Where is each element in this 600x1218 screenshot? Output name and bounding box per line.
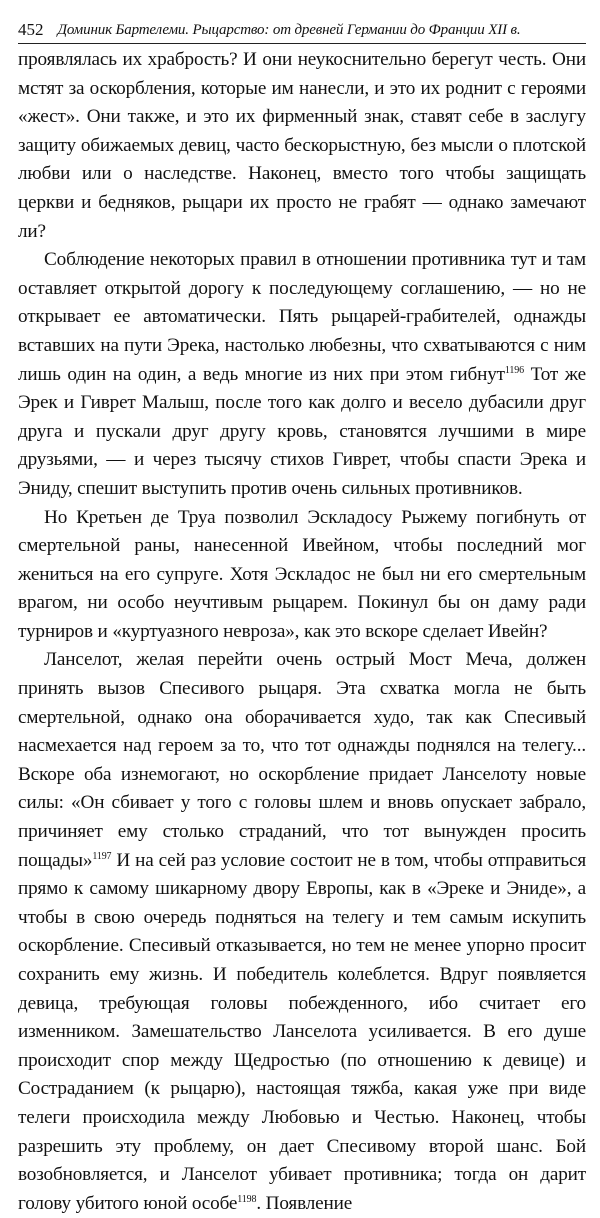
body-text	[18, 46, 586, 1218]
paragraph-text: . Появление	[256, 1192, 353, 1214]
running-title: Доминик Бартелеми. Рыцарство: от древней Германии до Франции XII в.	[57, 22, 521, 38]
paragraph-text: Соблюдение некоторых правил в отношении противника тут и там оставляет открытой дорогу к последующему соглашению, — но не открывает ее автоматически. Пять рыцарей-грабителей, однажды вставших на пути Эрека, настолько любезны, что схватываются с ним лишь один на один, а ведь многие из них при этом гибнут	[18, 249, 586, 385]
page-number: 452	[18, 20, 44, 39]
paragraph-text: Тот же Эрек и Гиврет Малыш, после того как долго и весело дубасили друг друга и пускали друг другу кровь, становятся лучшими в мире друзьями, — и через тысячу стихов Гиврет, чтобы спасти Эрека и Эниду, спешит выступить против очень сильных противников.	[18, 363, 586, 499]
paragraph-text: Ланселот, желая перейти очень острый Мост Меча, должен принять вызов Спесивого рыцаря. Эта схватка могла не быть смертельной, однако она оборачивается худо, так как Спесивый насмехается над героем за то, что тот однажды поднялся на телегу... Вскоре оба изнемогают, но оскорбление придает Ланселоту новые силы: «Он сбивает у того с головы шлем и вновь опускает забрало, причиняет ему столько страданий, что тот вынужден просить пощады»	[18, 649, 586, 871]
paragraph	[18, 646, 586, 1218]
paragraph	[18, 246, 586, 503]
paragraph	[18, 46, 586, 246]
footnote-marker: 1197	[92, 850, 112, 862]
paragraph	[18, 504, 586, 647]
paragraph-text: И на сей раз условие состоит не в том, чтобы отправиться прямо к самому шикарному двору Европы, как в «Эреке и Эниде», а чтобы в свою очередь подняться на телегу и тем самым искупить оскорбление. Спесивый отказывается, но тем не менее упорно просит сохранить ему жизнь. И победитель колеблется. Вдруг появляется девица, требующая головы побежденного, ибо считает его изменником. Замешательство Ланселота усиливается. В его душе происходит спор между Щедростью (по отношению к девице) и Состраданием (к рыцарю), настоящая тяжба, какая уже при виде телеги происходила между Любовью и Честью. Наконец, чтобы разрешить эту проблему, он дает Спесивому второй шанс. Бой возобновляется, и Ланселот убивает противника; тогда он дарит голову убитого юной особе	[18, 849, 586, 1214]
paragraph-text: проявлялась их храбрость? И они неукоснительно берегут честь. Они мстят за оскорбления, которые им нанесли, и это их роднит с героями «жест». Они также, и это их фирменный знак, ставят себе в заслугу защиту обижаемых девиц, часто бескорыстную, без мысли о плотской любви или о наследстве. Наконец, вместо того чтобы защищать церкви и бедняков, рыцари их просто не грабят — однако замечают ли?	[18, 49, 586, 242]
footnote-marker: 1196	[504, 364, 524, 376]
page-header	[18, 10, 586, 44]
paragraph-text: Но Кретьен де Труа позволил Эскладосу Рыжему погибнуть от смертельной раны, нанесенной Ивейном, чтобы последний мог жениться на его супруге. Хотя Эскладос не был ни его смертельным врагом, ни особо неучтивым рыцарем. Покинул бы он даму ради турниров и «куртуазного невроза», как это вскоре сделает Ивейн?	[18, 506, 586, 642]
footnote-marker: 1198	[237, 1193, 257, 1205]
